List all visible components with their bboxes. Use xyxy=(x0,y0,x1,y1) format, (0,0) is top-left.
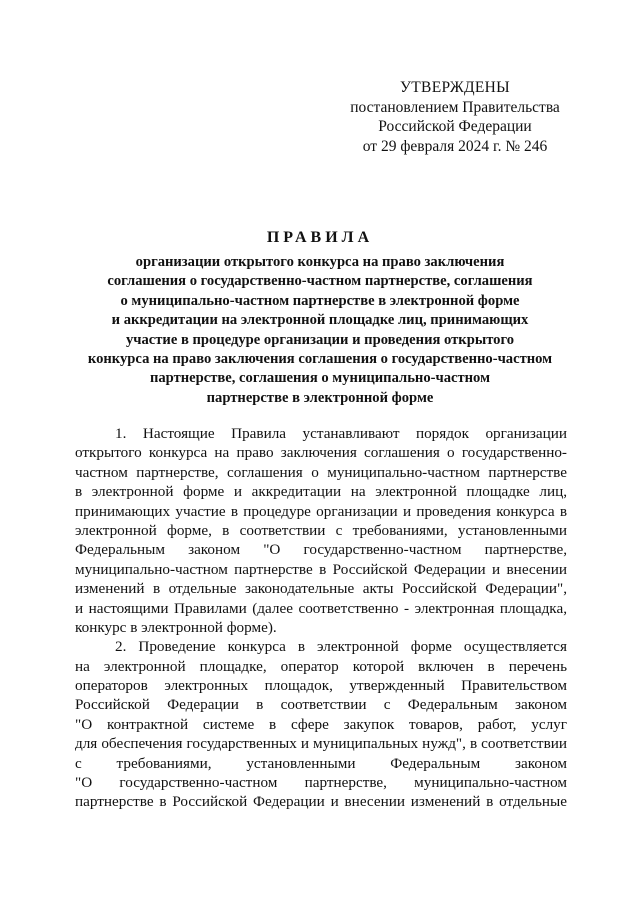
paragraph-2 xyxy=(75,637,567,812)
subtitle-line: партнерстве в электронной форме xyxy=(206,389,434,406)
document-title-block xyxy=(70,228,570,408)
approval-line: постановлением Правительства xyxy=(350,98,560,116)
subtitle-line: соглашения о государственно-частном партнерстве, соглашения xyxy=(107,273,533,290)
body-line: электронной форме, в соответствии с требованиями, установленными xyxy=(75,521,567,539)
document-body xyxy=(75,424,567,812)
body-line: 1. Настоящие Правила устанавливают порядок организации xyxy=(115,425,567,442)
approval-line: Российской Федерации xyxy=(378,118,532,135)
body-line: Федеральным законом "О государственно-частном партнерстве, xyxy=(75,541,567,559)
subtitle-line: и аккредитации на электронной площадке лиц, принимающих xyxy=(111,312,529,329)
body-line: конкурс в электронной форме). xyxy=(75,618,277,636)
subtitle-line: о муниципально-частном партнерстве в электронной форме xyxy=(120,292,520,309)
body-line: партнерстве в Российской Федерации и внесении изменений в отдельные xyxy=(75,793,567,811)
body-line: изменений в отдельные законодательные акты Российской Федерации", xyxy=(75,580,567,598)
body-line: на электронной площадке, оператор которой включен в перечень xyxy=(75,657,567,675)
body-line: с требованиями, установленными Федеральным законом xyxy=(75,754,567,772)
body-line: для обеспечения государственных и муниципальных нужд", в соответствии xyxy=(75,735,567,753)
subtitle-line: организации открытого конкурса на право заключения xyxy=(135,254,505,270)
body-line: принимающих участие в процедуре организации и проведения конкурса в xyxy=(75,502,567,520)
body-line: в электронной форме и аккредитации на электронной площадке лиц, xyxy=(75,483,567,501)
document-title: ПРАВИЛА xyxy=(266,229,374,246)
subtitle-line: участие в процедуре организации и проведения открытого xyxy=(125,331,515,348)
body-line: операторов электронных площадок, утвержденный Правительством xyxy=(75,677,567,695)
body-line: "О государственно-частном партнерстве, муниципально-частном xyxy=(75,774,567,792)
body-line: муниципально-частном партнерстве в Российской Федерации и внесении xyxy=(75,560,567,578)
body-line: 2. Проведение конкурса в электронной форме осуществляется xyxy=(115,638,567,656)
subtitle-line: конкурса на право заключения соглашения о государственно-частном xyxy=(87,351,553,368)
approval-heading: УТВЕРЖДЕНЫ xyxy=(400,79,510,96)
approval-stamp xyxy=(340,78,570,156)
body-line: и настоящими Правилами (далее соответственно - электронная площадка, xyxy=(75,599,567,617)
body-line: Российской Федерации в соответствии с Федеральным законом xyxy=(75,696,567,714)
body-line: частном партнерстве, соглашения о муниципально-частном партнерстве xyxy=(75,463,567,481)
body-line: открытого конкурса на право заключения соглашения о государственно- xyxy=(75,444,567,462)
approval-line: от 29 февраля 2024 г. № 246 xyxy=(362,137,548,155)
subtitle-line: партнерстве, соглашения о муниципально-частном xyxy=(149,370,491,387)
paragraph-1 xyxy=(75,424,567,637)
body-line: "О контрактной системе в сфере закупок товаров, работ, услуг xyxy=(75,715,567,733)
